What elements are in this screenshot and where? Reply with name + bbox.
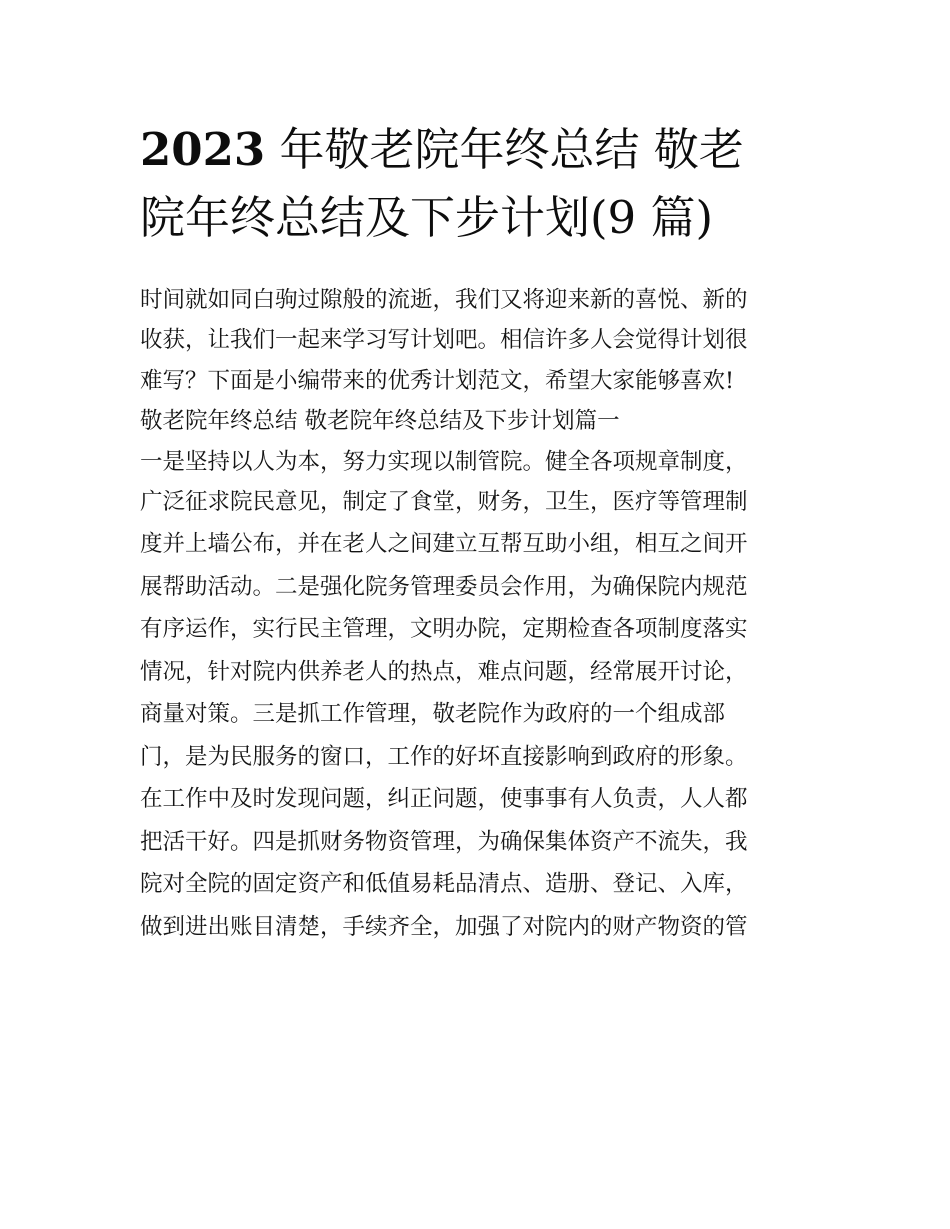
body-line: 时间就如同白驹过隙般的流逝，我们又将迎来新的喜悦、新的	[140, 287, 748, 313]
body-line: 难写？下面是小编带来的优秀计划范文，希望大家能够喜欢!	[140, 367, 735, 394]
body-line: 展帮助活动。二是强化院务管理委员会作用，为确保院内规范	[140, 573, 748, 600]
title-line-1-text: 年敬老院年终总结 敬老	[265, 123, 744, 176]
body-line: 一是坚持以人为本，努力实现以制管院。健全各项规章制度，	[140, 448, 748, 475]
body-line: 在工作中及时发现问题，纠正问题，使事事有人负责，人人都	[140, 786, 748, 813]
body-line: 有序运作，实行民主管理，文明办院，定期检查各项制度落实	[140, 616, 748, 643]
title-line-2-text: 院年终总结及下步计划(9 篇)	[140, 191, 714, 244]
body-line: 商量对策。三是抓工作管理，敬老院作为政府的一个组成部	[140, 701, 726, 728]
body-line: 做到进出账目清楚，手续齐全，加强了对院内的财产物资的管	[140, 913, 748, 940]
body-line: 门，是为民服务的窗口，工作的好坏直接影响到政府的形象。	[140, 743, 748, 770]
body-line: 收获，让我们一起来学习写计划吧。相信许多人会觉得计划很	[140, 327, 748, 354]
title-line-1	[140, 116, 820, 184]
title-line-2	[140, 184, 820, 252]
body-line: 情况，针对院内供养老人的热点，难点问题，经常展开讨论，	[140, 658, 748, 685]
document-body	[140, 280, 820, 949]
document-title	[140, 116, 820, 252]
section-heading: 敬老院年终总结 敬老院年终总结及下步计划篇一	[140, 408, 620, 435]
body-line: 院对全院的固定资产和低值易耗品清点、造册、登记、入库，	[140, 871, 748, 898]
body-line: 把活干好。四是抓财务物资管理，为确保集体资产不流失，我	[140, 828, 748, 855]
title-year: 2023	[140, 123, 266, 176]
body-line: 广泛征求院民意见，制定了食堂，财务，卫生，医疗等管理制	[140, 488, 748, 515]
body-line: 度并上墙公布，并在老人之间建立互帮互助小组，相互之间开	[140, 531, 748, 558]
